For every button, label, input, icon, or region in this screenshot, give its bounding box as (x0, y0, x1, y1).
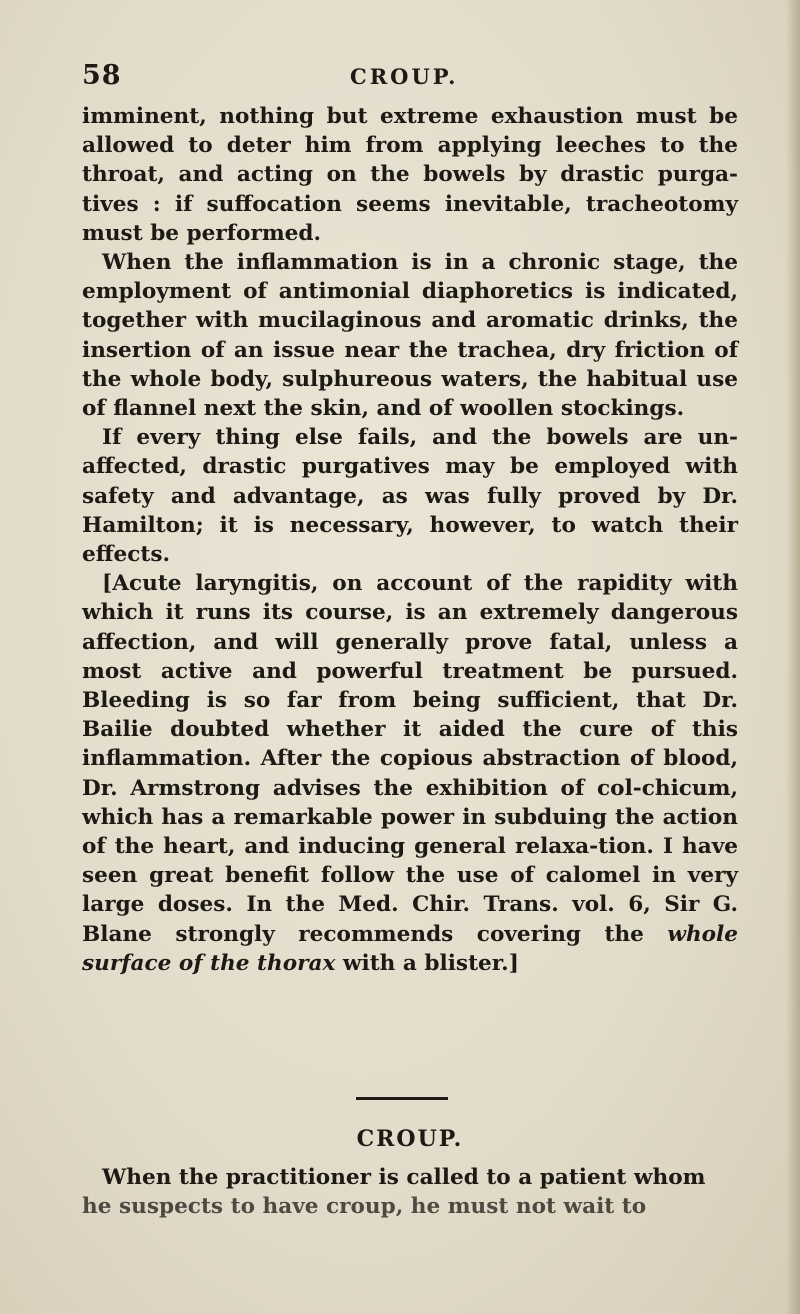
page-number: 58 (82, 60, 122, 91)
section-heading: CROUP. (356, 1126, 464, 1152)
page-header (82, 60, 742, 100)
body-text (82, 102, 738, 978)
bracket-text-start: [Acute laryngitis, on account of the rapidity with which it runs its course, is an extremely dangerous affection, and will generally prove fatal, unless a most active and powerful treatment be pursued. Bleeding is so far from being sufficient, that Dr. Bailie doubted whether it aided the cure of this inflammation. After the copious abstraction of blood, Dr. Armstrong advises the exhibition of col-chicum, which has a remarkable power in subduing the action of the heart, and inducing general relaxa-tion. I have seen great benefit follow the use of calomel in very large doses. In the Med. Chir. Trans. vol. 6, Sir G. Blane strongly recommends covering the (82, 571, 738, 947)
paragraph-chronic-stage: When the inflammation is in a chronic stage, the employment of antimonial diaphoretics is indicated, together with mucilaginous and aromatic drinks, the insertion of an issue near the trachea, dry friction of the whole body, sulphureous waters, the habitual use of flannel next the skin, and of woollen stockings. (82, 250, 738, 422)
running-head: CROUP. (350, 64, 459, 89)
page-edge-shadow (786, 0, 800, 1314)
paragraph-acute-laryngitis (82, 569, 738, 978)
paragraph-croup-intro (82, 1163, 738, 1221)
paragraph-continuation: imminent, nothing but extreme exhaustion must be allowed to deter him from applying leeches to the throat, and acting on the bowels by drastic purga-tives : if suffocation seems inevitable, tracheotomy must be performed. (82, 104, 738, 246)
croup-line-2: he suspects to have croup, he must not wait to (82, 1194, 647, 1220)
italic-phrase: whole surface of the thorax (82, 921, 738, 976)
croup-line-1: When the practitioner is called to a patient whom (102, 1165, 706, 1190)
bracket-text-end: with a blister.] (335, 950, 519, 976)
section-text (82, 1163, 738, 1221)
section-divider-rule (356, 1097, 448, 1100)
paragraph-drastic-purgatives: If every thing else fails, and the bowels are un-affected, drastic purgatives may be employed with safety and advantage, as was fully proved by Dr. Hamilton; it is necessary, however, to watch their effects. (82, 425, 738, 568)
